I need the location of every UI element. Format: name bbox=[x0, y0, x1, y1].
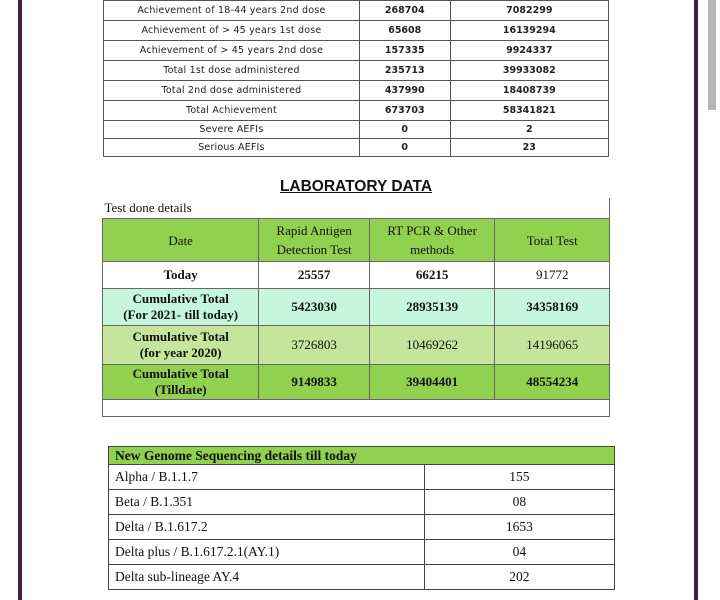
table-row bbox=[104, 1, 609, 21]
today-value: 235713 bbox=[359, 61, 450, 81]
genome-header: New Genome Sequencing details till today bbox=[109, 447, 615, 465]
today-value: 0 bbox=[359, 121, 450, 139]
laboratory-table bbox=[102, 198, 610, 417]
genome-sequencing-table bbox=[108, 446, 615, 590]
cumulative-value: 9924337 bbox=[450, 41, 608, 61]
table-row bbox=[109, 515, 615, 540]
rtpcr-value: 66215 bbox=[369, 262, 494, 289]
cumulative-value: 23 bbox=[450, 139, 608, 157]
rtpcr-value: 39404401 bbox=[369, 365, 494, 400]
variant-name: Delta sub-lineage AY.4 bbox=[109, 565, 425, 590]
empty-cell bbox=[103, 400, 610, 417]
table-row bbox=[103, 326, 610, 365]
row-label bbox=[103, 365, 259, 400]
row-label-line1: Cumulative Total bbox=[132, 291, 229, 306]
rat-value: 9149833 bbox=[259, 365, 370, 400]
cumulative-value: 39933082 bbox=[450, 61, 608, 81]
table-row bbox=[104, 139, 609, 157]
header-row bbox=[103, 219, 610, 262]
table-row bbox=[104, 41, 609, 61]
table-row bbox=[103, 262, 610, 289]
row-label: Achievement of > 45 years 2nd dose bbox=[104, 41, 360, 61]
rat-value: 25557 bbox=[259, 262, 370, 289]
row-label-line1: Cumulative Total bbox=[132, 329, 229, 344]
row-label: Today bbox=[103, 262, 259, 289]
scrollbar-thumb[interactable] bbox=[708, 0, 716, 110]
row-label-line2: (For 2021- till today) bbox=[123, 307, 239, 322]
table-row bbox=[109, 540, 615, 565]
total-value: 34358169 bbox=[495, 289, 610, 326]
row-label: Severe AEFIs bbox=[104, 121, 360, 139]
total-value: 14196065 bbox=[495, 326, 610, 365]
rtpcr-value: 10469262 bbox=[369, 326, 494, 365]
cumulative-value: 16139294 bbox=[450, 21, 608, 41]
table-row bbox=[104, 81, 609, 101]
table-row bbox=[104, 61, 609, 81]
table-row bbox=[104, 101, 609, 121]
today-value: 0 bbox=[359, 139, 450, 157]
variant-count: 1653 bbox=[424, 515, 614, 540]
page-border-right bbox=[694, 0, 698, 600]
table-row bbox=[109, 490, 615, 515]
header-total-test: Total Test bbox=[495, 219, 610, 262]
rtpcr-value: 28935139 bbox=[369, 289, 494, 326]
today-value: 268704 bbox=[359, 1, 450, 21]
header-rtpcr-line2: methods bbox=[410, 242, 455, 257]
today-value: 437990 bbox=[359, 81, 450, 101]
header-rtpcr-line1: RT PCR & Other bbox=[387, 223, 477, 238]
table-caption: Test done details bbox=[103, 198, 610, 219]
row-label: Achievement of > 45 years 1st dose bbox=[104, 21, 360, 41]
variant-count: 155 bbox=[424, 465, 614, 490]
row-label: Serious AEFIs bbox=[104, 139, 360, 157]
cumulative-value: 58341821 bbox=[450, 101, 608, 121]
variant-count: 08 bbox=[424, 490, 614, 515]
variant-name: Delta / B.1.617.2 bbox=[109, 515, 425, 540]
table-row bbox=[104, 121, 609, 139]
row-label: Total Achievement bbox=[104, 101, 360, 121]
row-label bbox=[103, 326, 259, 365]
today-value: 157335 bbox=[359, 41, 450, 61]
table-row bbox=[104, 21, 609, 41]
row-label-line1: Cumulative Total bbox=[132, 366, 229, 381]
header-rapid-antigen bbox=[259, 219, 370, 262]
row-label: Total 1st dose administered bbox=[104, 61, 360, 81]
variant-name: Delta plus / B.1.617.2.1(AY.1) bbox=[109, 540, 425, 565]
variant-name: Alpha / B.1.1.7 bbox=[109, 465, 425, 490]
cumulative-value: 2 bbox=[450, 121, 608, 139]
row-label: Achievement of 18-44 years 2nd dose bbox=[104, 1, 360, 21]
caption-row bbox=[103, 198, 610, 219]
variant-count: 202 bbox=[424, 565, 614, 590]
table-row bbox=[103, 289, 610, 326]
header-rat-line1: Rapid Antigen bbox=[276, 223, 352, 238]
cumulative-value: 18408739 bbox=[450, 81, 608, 101]
total-value: 91772 bbox=[495, 262, 610, 289]
vaccination-table bbox=[103, 0, 609, 157]
rat-value: 5423030 bbox=[259, 289, 370, 326]
rat-value: 3726803 bbox=[259, 326, 370, 365]
table-row bbox=[109, 465, 615, 490]
page-border-left bbox=[18, 0, 22, 600]
total-value: 48554234 bbox=[495, 365, 610, 400]
cumulative-value: 7082299 bbox=[450, 1, 608, 21]
row-label-line2: (Tilldate) bbox=[154, 382, 207, 397]
variant-count: 04 bbox=[424, 540, 614, 565]
header-rt-pcr bbox=[369, 219, 494, 262]
header-date: Date bbox=[103, 219, 259, 262]
table-row bbox=[109, 565, 615, 590]
row-label bbox=[103, 289, 259, 326]
empty-row bbox=[103, 400, 610, 417]
row-label-line2: (for year 2020) bbox=[139, 345, 222, 360]
today-value: 65608 bbox=[359, 21, 450, 41]
laboratory-data-title: LABORATORY DATA bbox=[279, 178, 433, 195]
header-rat-line2: Detection Test bbox=[276, 242, 352, 257]
today-value: 673703 bbox=[359, 101, 450, 121]
table-row bbox=[103, 365, 610, 400]
header-row bbox=[109, 447, 615, 465]
row-label: Total 2nd dose administered bbox=[104, 81, 360, 101]
variant-name: Beta / B.1.351 bbox=[109, 490, 425, 515]
